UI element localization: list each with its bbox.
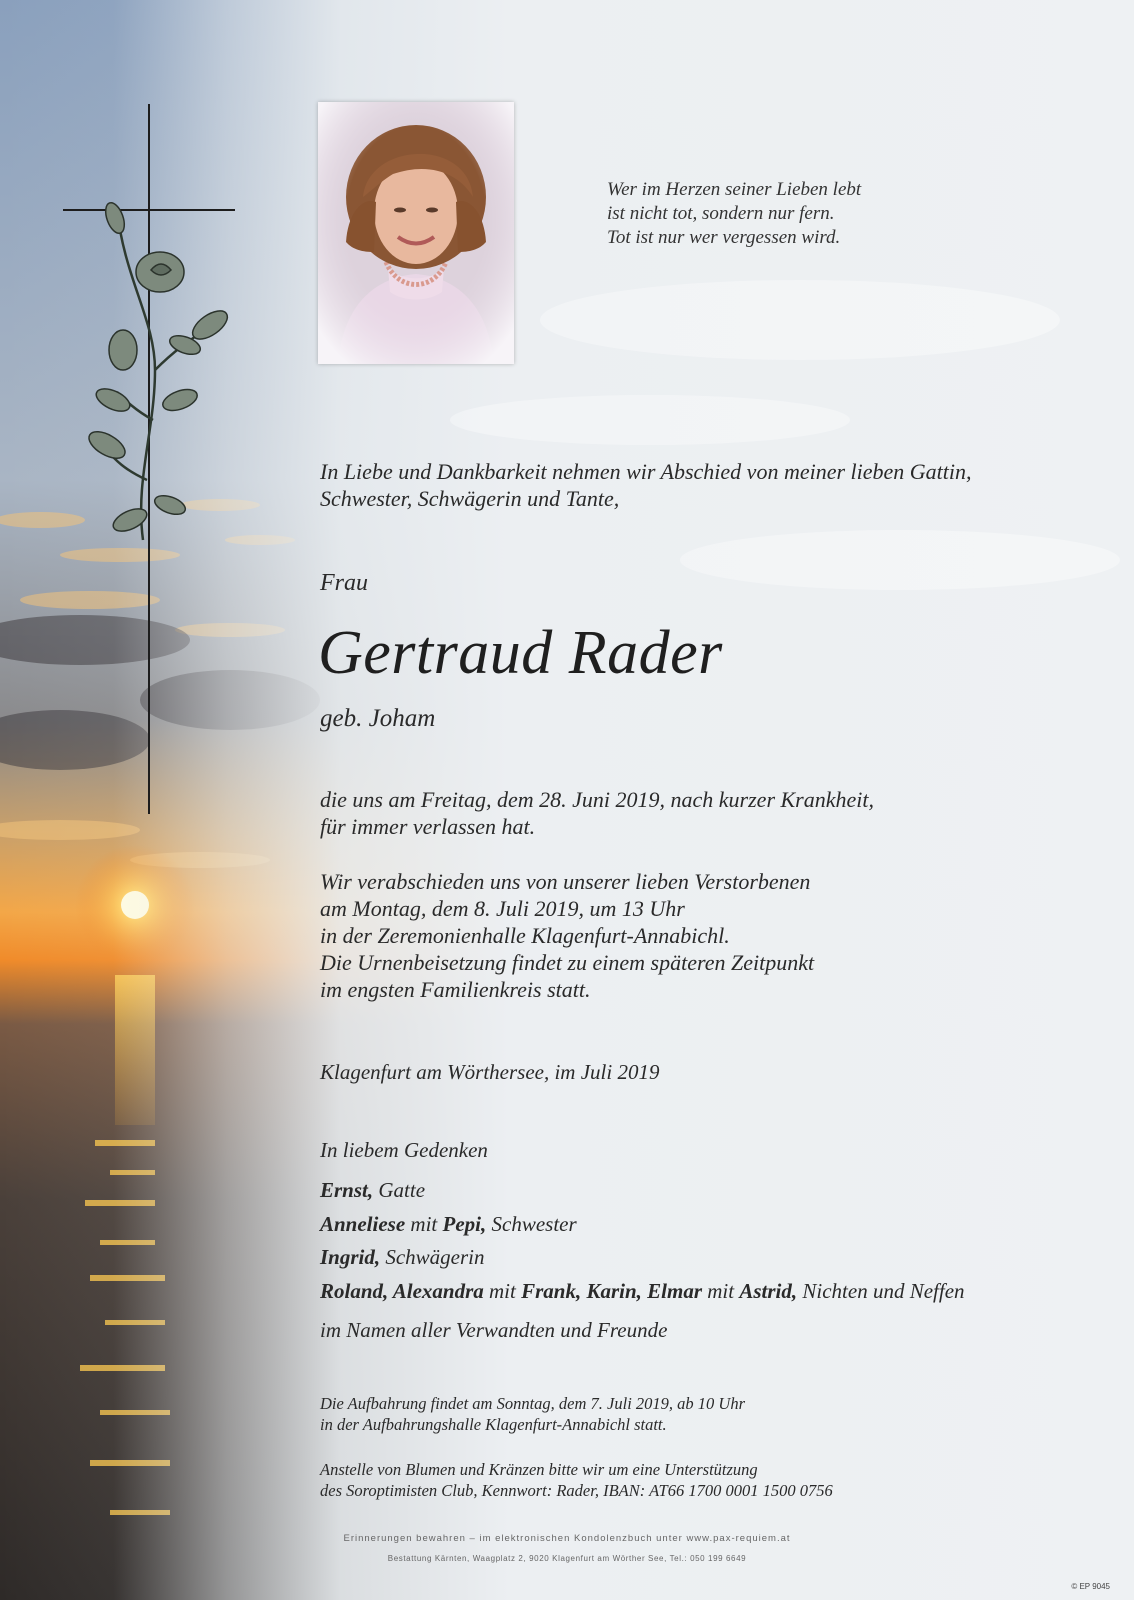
mourner-name: Ingrid, (320, 1245, 381, 1269)
print-code: © EP 9045 (1071, 1582, 1110, 1591)
donation-line: des Soroptimisten Club, Kennwort: Rader, IBAN: AT66 1700 0001 1500 0756 (320, 1481, 833, 1500)
mourner-name: Ernst, (320, 1178, 374, 1202)
mourner-name: Roland, Alexandra (320, 1278, 484, 1303)
portrait-photo (318, 102, 514, 364)
ceremony-notice (320, 868, 814, 1003)
deceased-name: Gertraud Rader (318, 619, 723, 687)
mourner-row (320, 1275, 965, 1309)
birth-name: geb. Joham (320, 705, 436, 732)
donation-notice (320, 1459, 833, 1501)
mourner-row (320, 1208, 965, 1242)
mourner-connector: mit (483, 1278, 522, 1303)
intro-text (320, 458, 972, 512)
closing-line: im Namen aller Verwandten und Freunde (320, 1318, 668, 1342)
ceremony-line: in der Zeremonienhalle Klagenfurt-Annabichl. (320, 923, 730, 948)
death-line: die uns am Freitag, dem 28. Juni 2019, nach kurzer Krankheit, (320, 787, 874, 812)
mourners-list (320, 1174, 965, 1308)
mourner-name: Frank, Karin, Elmar (521, 1278, 703, 1303)
mourner-row (320, 1174, 965, 1208)
memory-title: In liebem Gedenken (320, 1138, 488, 1162)
mourner-name: Astrid, (739, 1278, 798, 1303)
mourner-relation: Schwester (486, 1211, 577, 1236)
mourner-relation: Nichten und Neffen (797, 1278, 965, 1303)
ceremony-line: Die Urnenbeisetzung findet zu einem späteren Zeitpunkt (320, 950, 815, 975)
death-line: für immer verlassen hat. (320, 814, 536, 839)
viewing-line: Die Aufbahrung findet am Sonntag, dem 7. Juli 2019, ab 10 Uhr (320, 1394, 746, 1413)
donation-line: Anstelle von Blumen und Kränzen bitte wir um eine Unterstützung (320, 1460, 758, 1479)
salutation: Frau (320, 570, 368, 596)
condolence-footer: Erinnerungen bewahren – im elektronischen Kondolenzbuch unter www.pax-requiem.at (343, 1533, 791, 1544)
intro-line: Schwester, Schwägerin und Tante, (320, 486, 620, 511)
mourner-relation: Gatte (373, 1178, 426, 1202)
mourner-connector: mit (702, 1278, 740, 1303)
mourner-connector: mit (405, 1211, 443, 1236)
quote-line: Tot ist nur wer vergessen wird. (607, 227, 841, 248)
memorial-quote (607, 178, 861, 250)
quote-line: ist nicht tot, sondern nur fern. (607, 203, 835, 224)
place-date: Klagenfurt am Wörthersee, im Juli 2019 (320, 1060, 660, 1084)
death-notice (320, 786, 874, 840)
intro-line: In Liebe und Dankbarkeit nehmen wir Abschied von meiner lieben Gattin, (320, 459, 972, 484)
mourner-name: Pepi, (442, 1211, 487, 1236)
quote-line: Wer im Herzen seiner Lieben lebt (607, 179, 862, 200)
mourner-row (320, 1241, 965, 1275)
ceremony-line: im engsten Familienkreis statt. (320, 977, 591, 1002)
funeral-home-footer: Bestattung Kärnten, Waagplatz 2, 9020 Klagenfurt am Wörther See, Tel.: 050 199 6649 (387, 1554, 747, 1563)
mourner-name: Anneliese (320, 1211, 406, 1236)
viewing-line: in der Aufbahrungshalle Klagenfurt-Annabichl statt. (320, 1415, 667, 1434)
ceremony-line: am Montag, dem 8. Juli 2019, um 13 Uhr (320, 896, 685, 921)
ceremony-line: Wir verabschieden uns von unserer lieben Verstorbenen (320, 869, 811, 894)
mourner-relation: Schwägerin (380, 1245, 485, 1269)
viewing-notice (320, 1393, 745, 1435)
cross-with-rose-icon (55, 100, 245, 820)
